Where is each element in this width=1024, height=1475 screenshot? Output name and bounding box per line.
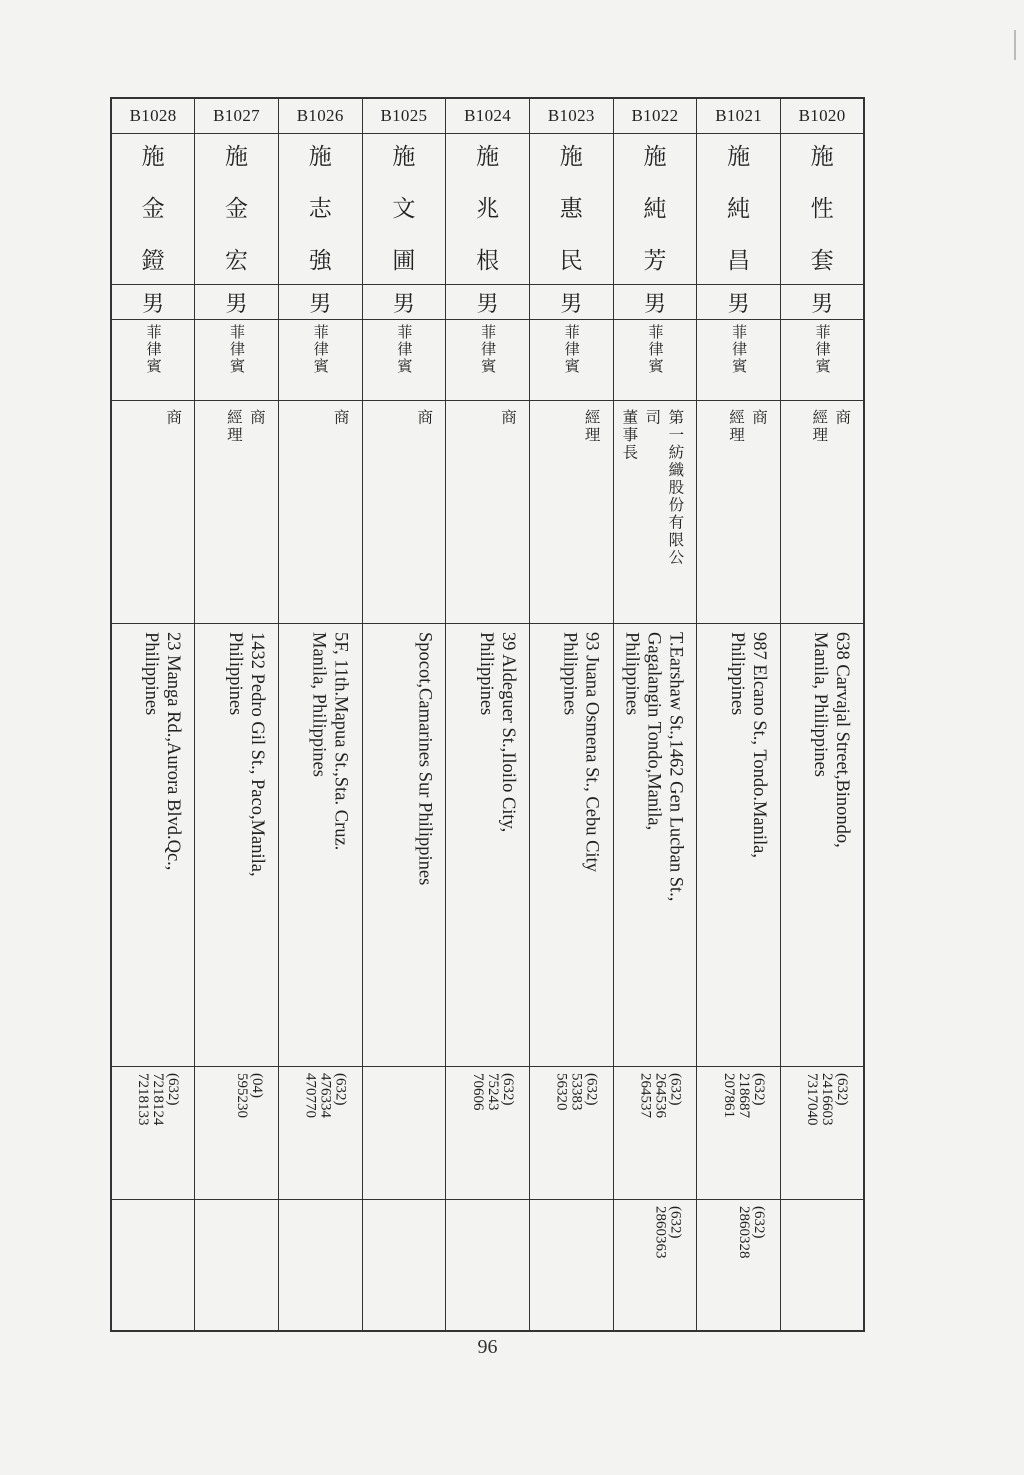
name-char: 金 — [141, 196, 165, 222]
name-cell — [613, 134, 697, 285]
address-lines — [279, 624, 362, 1066]
nationality-value — [697, 320, 780, 375]
phone-numbers — [614, 1067, 697, 1199]
nationality-value — [446, 320, 529, 375]
sex-cell — [362, 285, 446, 320]
fax-cell — [446, 1200, 530, 1332]
title-columns — [781, 401, 863, 623]
sex-value: 男 — [142, 291, 165, 317]
fax-cell — [697, 1200, 781, 1332]
address-line: 1432 Pedro Gil St., Paco,Manila, — [246, 632, 267, 877]
address-line: Gagalangin Tondo,Manila, — [643, 632, 664, 831]
phone-cell — [278, 1067, 362, 1200]
nationality-value — [781, 320, 863, 375]
title-line: 商 — [750, 409, 768, 427]
title-cell — [697, 401, 781, 624]
phone-number: (632) — [165, 1073, 182, 1106]
address-cell — [529, 624, 613, 1067]
address-lines — [530, 624, 613, 1066]
address-lines — [446, 624, 529, 1066]
name-char: 圃 — [392, 248, 416, 274]
name-char: 施 — [810, 144, 834, 170]
sex-cell — [697, 285, 781, 320]
phone-number: (632) — [751, 1073, 767, 1106]
sex-cell — [278, 285, 362, 320]
id-cell — [446, 98, 530, 134]
nationality-value — [279, 320, 362, 375]
address-cell — [362, 624, 446, 1067]
fax-cell — [195, 1200, 279, 1332]
title-line: 經理 — [727, 409, 745, 444]
title-line: 商 — [498, 409, 517, 427]
fax-numbers — [530, 1200, 613, 1330]
name-char: 昌 — [727, 248, 751, 274]
page-number: 96 — [477, 1336, 498, 1358]
person-name — [195, 134, 278, 284]
record-id: B1024 — [464, 106, 512, 125]
title-line: 經理 — [810, 409, 829, 444]
name-cell — [111, 134, 195, 285]
id-cell — [613, 98, 697, 134]
phone-cell — [362, 1067, 446, 1200]
fax-number: 2860363 — [652, 1206, 669, 1259]
nationality-text: 菲律賓 — [311, 324, 330, 375]
phone-cell — [529, 1067, 613, 1200]
record-id: B1020 — [798, 106, 846, 125]
id-cell — [781, 98, 865, 134]
nationality-row — [111, 320, 864, 401]
address-cell — [111, 624, 195, 1067]
phone-number: 53383 — [568, 1073, 585, 1111]
title-line: 商 — [164, 409, 183, 427]
address-cell — [613, 624, 697, 1067]
address-line: 638 Carvajal Street,Binondo, — [832, 632, 853, 848]
record-id: B1026 — [296, 106, 344, 125]
person-name — [614, 134, 697, 284]
address-cell — [195, 624, 279, 1067]
address-line: 39 Aldeguer St.,Iloilo City, — [497, 632, 518, 833]
address-row — [111, 624, 864, 1067]
name-char: 施 — [476, 144, 500, 170]
phone-numbers — [446, 1067, 529, 1199]
title-columns — [112, 401, 194, 623]
record-id: B1028 — [129, 106, 177, 125]
phone-numbers — [781, 1067, 863, 1199]
address-lines — [614, 624, 697, 1066]
fax-numbers — [195, 1200, 278, 1330]
phone-numbers — [363, 1067, 446, 1199]
phone-cell — [111, 1067, 195, 1200]
name-char: 施 — [643, 144, 667, 170]
phone-number: 264537 — [637, 1073, 654, 1118]
nationality-cell — [195, 320, 279, 401]
phone-number: 264536 — [652, 1073, 669, 1118]
member-directory-table — [110, 97, 865, 1332]
person-name — [363, 134, 446, 284]
sex-row — [111, 285, 864, 320]
title-cell — [529, 401, 613, 624]
title-line: 商 — [331, 409, 350, 427]
page-edge-line — [1014, 30, 1016, 60]
sex-value: 男 — [225, 291, 248, 317]
record-id: B1025 — [380, 106, 428, 125]
name-char: 套 — [810, 248, 834, 274]
record-id: B1027 — [213, 106, 260, 125]
name-cell — [278, 134, 362, 285]
title-row — [111, 401, 864, 624]
name-cell — [446, 134, 530, 285]
address-line: T.Earshaw St.,1462 Gen Lucban St., — [665, 632, 686, 902]
phone-number: (632) — [332, 1073, 349, 1106]
address-cell — [697, 624, 781, 1067]
nationality-text: 菲律賓 — [144, 324, 163, 375]
address-line: 987 Elcano St., Tondo.Manila, — [749, 632, 769, 858]
phone-number: (632) — [667, 1073, 684, 1106]
id-cell — [362, 98, 446, 134]
title-line: 董事長 — [620, 409, 639, 462]
name-char: 施 — [727, 144, 751, 170]
id-cell — [195, 98, 279, 134]
phone-number: 595230 — [233, 1073, 250, 1118]
title-cell — [446, 401, 530, 624]
name-char: 施 — [141, 144, 165, 170]
address-lines — [363, 624, 446, 1066]
phone-number: 2416603 — [819, 1073, 836, 1126]
name-char: 鐙 — [141, 248, 165, 274]
address-line: Philippines — [475, 632, 496, 716]
title-columns — [446, 401, 529, 623]
nationality-text: 菲律賓 — [730, 324, 749, 375]
sex-cell — [781, 285, 865, 320]
name-char: 兆 — [476, 196, 500, 222]
title-cell — [111, 401, 195, 624]
name-char: 純 — [643, 196, 667, 222]
nationality-cell — [446, 320, 530, 401]
address-lines — [781, 624, 863, 1066]
phone-cell — [195, 1067, 279, 1200]
address-line: 5F, 11th.Mapua St.,Sta. Cruz. — [330, 632, 351, 851]
nationality-text: 菲律賓 — [228, 324, 247, 375]
name-cell — [529, 134, 613, 285]
phone-numbers — [279, 1067, 362, 1199]
name-char: 文 — [392, 196, 416, 222]
name-char: 民 — [559, 248, 583, 274]
id-cell — [697, 98, 781, 134]
phone-number: 7218133 — [135, 1073, 152, 1126]
phone-cell — [446, 1067, 530, 1200]
name-cell — [362, 134, 446, 285]
fax-numbers — [697, 1200, 780, 1330]
fax-number: (632) — [667, 1206, 684, 1239]
address-lines — [697, 624, 780, 1066]
phone-number: 7317040 — [804, 1073, 821, 1126]
name-char: 金 — [225, 196, 249, 222]
fax-numbers — [614, 1200, 697, 1330]
address-line: Spocot,Camarines Sur Philippines — [414, 632, 435, 886]
title-cell — [613, 401, 697, 624]
fax-cell — [613, 1200, 697, 1332]
sex-cell — [195, 285, 279, 320]
address-line: Philippines — [727, 632, 747, 716]
phone-number: (632) — [583, 1073, 600, 1106]
title-cell — [781, 401, 865, 624]
address-cell — [446, 624, 530, 1067]
fax-numbers — [279, 1200, 362, 1330]
nationality-cell — [362, 320, 446, 401]
nationality-text: 菲律賓 — [646, 324, 665, 375]
name-char: 施 — [559, 144, 583, 170]
phone-number: 470770 — [302, 1073, 319, 1118]
nationality-text: 菲律賓 — [395, 324, 414, 375]
phone-numbers — [530, 1067, 613, 1199]
fax-number: (632) — [751, 1206, 767, 1239]
fax-numbers — [363, 1200, 446, 1330]
name-cell — [781, 134, 865, 285]
fax-cell — [278, 1200, 362, 1332]
phone-number: 7218124 — [150, 1073, 167, 1126]
phone-row — [111, 1067, 864, 1200]
phone-number: 218687 — [736, 1073, 752, 1118]
title-line: 商 — [247, 409, 266, 427]
nationality-value — [195, 320, 278, 375]
id-cell — [529, 98, 613, 134]
title-cell — [278, 401, 362, 624]
address-line: 93 Juana Osmena St., Cebu City — [581, 632, 602, 872]
name-char: 強 — [308, 248, 332, 274]
name-char: 施 — [392, 144, 416, 170]
address-line: Manila, Philippines — [810, 632, 831, 777]
fax-cell — [111, 1200, 195, 1332]
id-cell — [278, 98, 362, 134]
nationality-cell — [781, 320, 865, 401]
address-line: 23 Manga Rd.,Aurora Blvd.Qc., — [163, 632, 184, 871]
address-lines — [112, 624, 194, 1066]
record-id: B1022 — [631, 106, 679, 125]
record-id: B1023 — [547, 106, 595, 125]
nationality-value — [363, 320, 446, 375]
address-line: Philippines — [224, 632, 245, 716]
address-cell — [781, 624, 865, 1067]
name-char: 宏 — [225, 248, 249, 274]
nationality-cell — [613, 320, 697, 401]
fax-row — [111, 1200, 864, 1332]
sex-cell — [111, 285, 195, 320]
address-line: Philippines — [621, 632, 642, 716]
id-cell — [111, 98, 195, 134]
name-char: 純 — [727, 196, 751, 222]
fax-numbers — [781, 1200, 863, 1330]
name-cell — [697, 134, 781, 285]
record-id: B1021 — [715, 106, 763, 125]
title-cell — [362, 401, 446, 624]
nationality-cell — [278, 320, 362, 401]
fax-cell — [781, 1200, 865, 1332]
sex-value: 男 — [392, 291, 415, 317]
nationality-cell — [697, 320, 781, 401]
sex-cell — [613, 285, 697, 320]
title-line: 商 — [833, 409, 852, 427]
person-name — [781, 134, 863, 284]
sex-value: 男 — [811, 291, 834, 317]
sex-value: 男 — [643, 291, 666, 317]
phone-cell — [613, 1067, 697, 1200]
fax-cell — [529, 1200, 613, 1332]
title-columns — [195, 401, 278, 623]
phone-numbers — [195, 1067, 278, 1199]
name-char: 性 — [810, 196, 834, 222]
name-char: 施 — [225, 144, 249, 170]
person-name — [697, 134, 780, 284]
id-row — [111, 98, 864, 134]
name-cell — [195, 134, 279, 285]
sex-value: 男 — [727, 291, 750, 317]
name-row — [111, 134, 864, 285]
nationality-text: 菲律賓 — [813, 324, 832, 375]
phone-number: 207861 — [721, 1073, 737, 1118]
person-name — [530, 134, 613, 284]
phone-number: 56320 — [553, 1073, 570, 1111]
person-name — [446, 134, 529, 284]
title-line: 第一紡織股份有限公 — [666, 409, 685, 567]
title-line: 商 — [415, 409, 434, 427]
title-columns — [614, 401, 697, 623]
nationality-value — [614, 320, 697, 375]
nationality-text: 菲律賓 — [562, 324, 581, 375]
sex-cell — [529, 285, 613, 320]
fax-numbers — [446, 1200, 529, 1330]
phone-number: (632) — [834, 1073, 851, 1106]
phone-number: 476334 — [317, 1073, 334, 1118]
nationality-value — [530, 320, 613, 375]
nationality-cell — [111, 320, 195, 401]
title-line: 司 — [643, 409, 662, 427]
sex-value: 男 — [309, 291, 332, 317]
nationality-value — [112, 320, 194, 375]
nationality-cell — [529, 320, 613, 401]
address-line: Manila, Philippines — [308, 632, 329, 777]
phone-numbers — [697, 1067, 780, 1199]
name-char: 志 — [308, 196, 332, 222]
title-cell — [195, 401, 279, 624]
name-char: 惠 — [559, 196, 583, 222]
sex-cell — [446, 285, 530, 320]
phone-number: 75243 — [484, 1073, 501, 1111]
sex-value: 男 — [476, 291, 499, 317]
title-columns — [530, 401, 613, 623]
fax-number: 2860328 — [736, 1206, 752, 1259]
title-columns — [363, 401, 446, 623]
name-char: 芳 — [643, 248, 667, 274]
title-line: 經理 — [582, 409, 601, 444]
sex-value: 男 — [560, 291, 583, 317]
nationality-text: 菲律賓 — [479, 324, 498, 375]
fax-cell — [362, 1200, 446, 1332]
address-line: Philippines — [141, 632, 162, 716]
phone-numbers — [112, 1067, 194, 1199]
name-char: 根 — [476, 248, 500, 274]
phone-number: (04) — [248, 1073, 265, 1098]
address-lines — [195, 624, 278, 1066]
person-name — [279, 134, 362, 284]
fax-numbers — [112, 1200, 194, 1330]
phone-number: 70606 — [469, 1073, 486, 1111]
phone-cell — [697, 1067, 781, 1200]
title-columns — [697, 401, 780, 623]
name-char: 施 — [308, 144, 332, 170]
title-columns — [279, 401, 362, 623]
address-cell — [278, 624, 362, 1067]
title-line: 經理 — [224, 409, 243, 444]
phone-number: (632) — [499, 1073, 516, 1106]
address-line: Philippines — [559, 632, 580, 716]
phone-cell — [781, 1067, 865, 1200]
person-name — [112, 134, 194, 284]
